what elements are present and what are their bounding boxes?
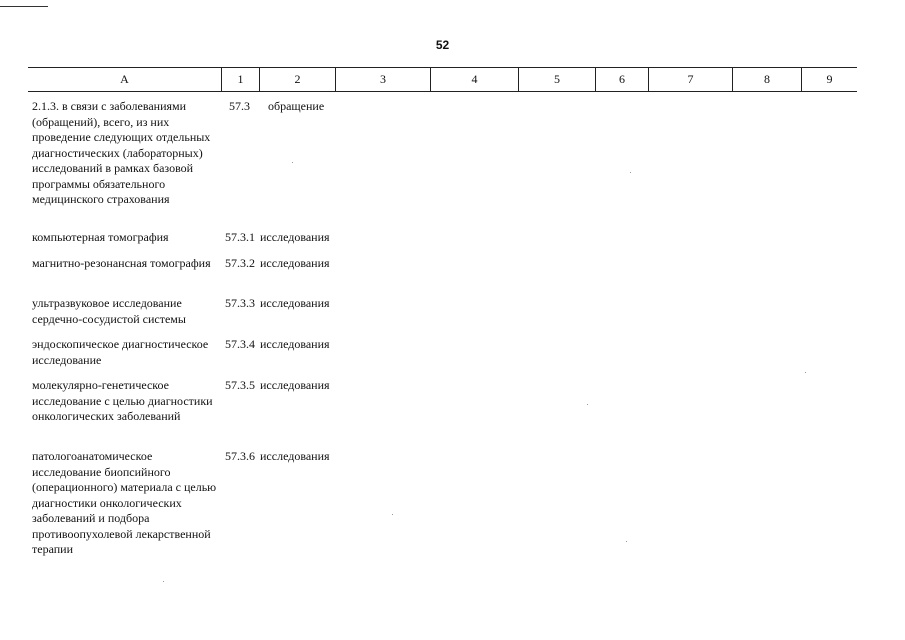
row-label: патологоанатомическое исследование биопсийного (операционного) материала с целью диагностики онкологических заболеваний и подбора противоопухолевой лекарственной терапии: [32, 449, 217, 556]
row-unit: исследования: [260, 378, 330, 392]
header-col-8: 8: [733, 68, 802, 91]
header-col-7: 7: [649, 68, 733, 91]
scan-speck: [163, 581, 164, 582]
row-unit: исследования: [260, 230, 330, 244]
page-number: 52: [435, 38, 450, 52]
scan-speck: [626, 541, 627, 542]
row-label: магнитно-резонансная томография: [32, 256, 211, 270]
row-code: 57.3.1: [225, 230, 255, 244]
header-col-5: 5: [519, 68, 596, 91]
row-code: 57.3.3: [225, 296, 255, 310]
row-unit: исследования: [260, 296, 330, 310]
header-col-a: A: [28, 68, 222, 91]
row-code: 57.3.4: [225, 337, 255, 351]
header-col-2: 2: [260, 68, 336, 91]
header-col-9: 9: [826, 72, 833, 86]
row-label: эндоскопическое диагностическое исследование: [32, 337, 209, 367]
row-label: молекулярно-генетическое исследование с целью диагностики онкологических заболеваний: [32, 378, 213, 423]
row-code: 57.3: [229, 99, 250, 113]
scan-speck: [292, 162, 293, 163]
scan-speck: [587, 404, 588, 405]
row-code: 57.3.5: [225, 378, 255, 392]
row-code: 57.3.6: [225, 449, 255, 463]
row-code: 57.3.2: [225, 256, 255, 270]
scan-speck: [630, 172, 631, 173]
header-col-1: 1: [222, 68, 260, 91]
header-col-4: 4: [431, 68, 519, 91]
row-label: ультразвуковое исследование сердечно-сосудистой системы: [32, 296, 186, 326]
table-header-row: [28, 67, 857, 92]
header-col-6: 6: [596, 68, 649, 91]
row-unit: исследования: [260, 449, 330, 463]
row-unit: исследования: [260, 337, 330, 351]
row-unit: обращение: [268, 99, 325, 113]
page-corner-rule: [0, 6, 48, 7]
header-col-3: 3: [336, 68, 431, 91]
scan-speck: [392, 514, 393, 515]
scan-speck: [805, 372, 806, 373]
row-unit: исследования: [260, 256, 330, 270]
row-label: 2.1.3. в связи с заболеваниями (обращений), всего, из них проведение следующих отдельных диагностических (лабораторных) исследований в рамках базовой программы обязательного медицинского страхования: [32, 99, 211, 206]
row-label: компьютерная томография: [32, 230, 169, 244]
